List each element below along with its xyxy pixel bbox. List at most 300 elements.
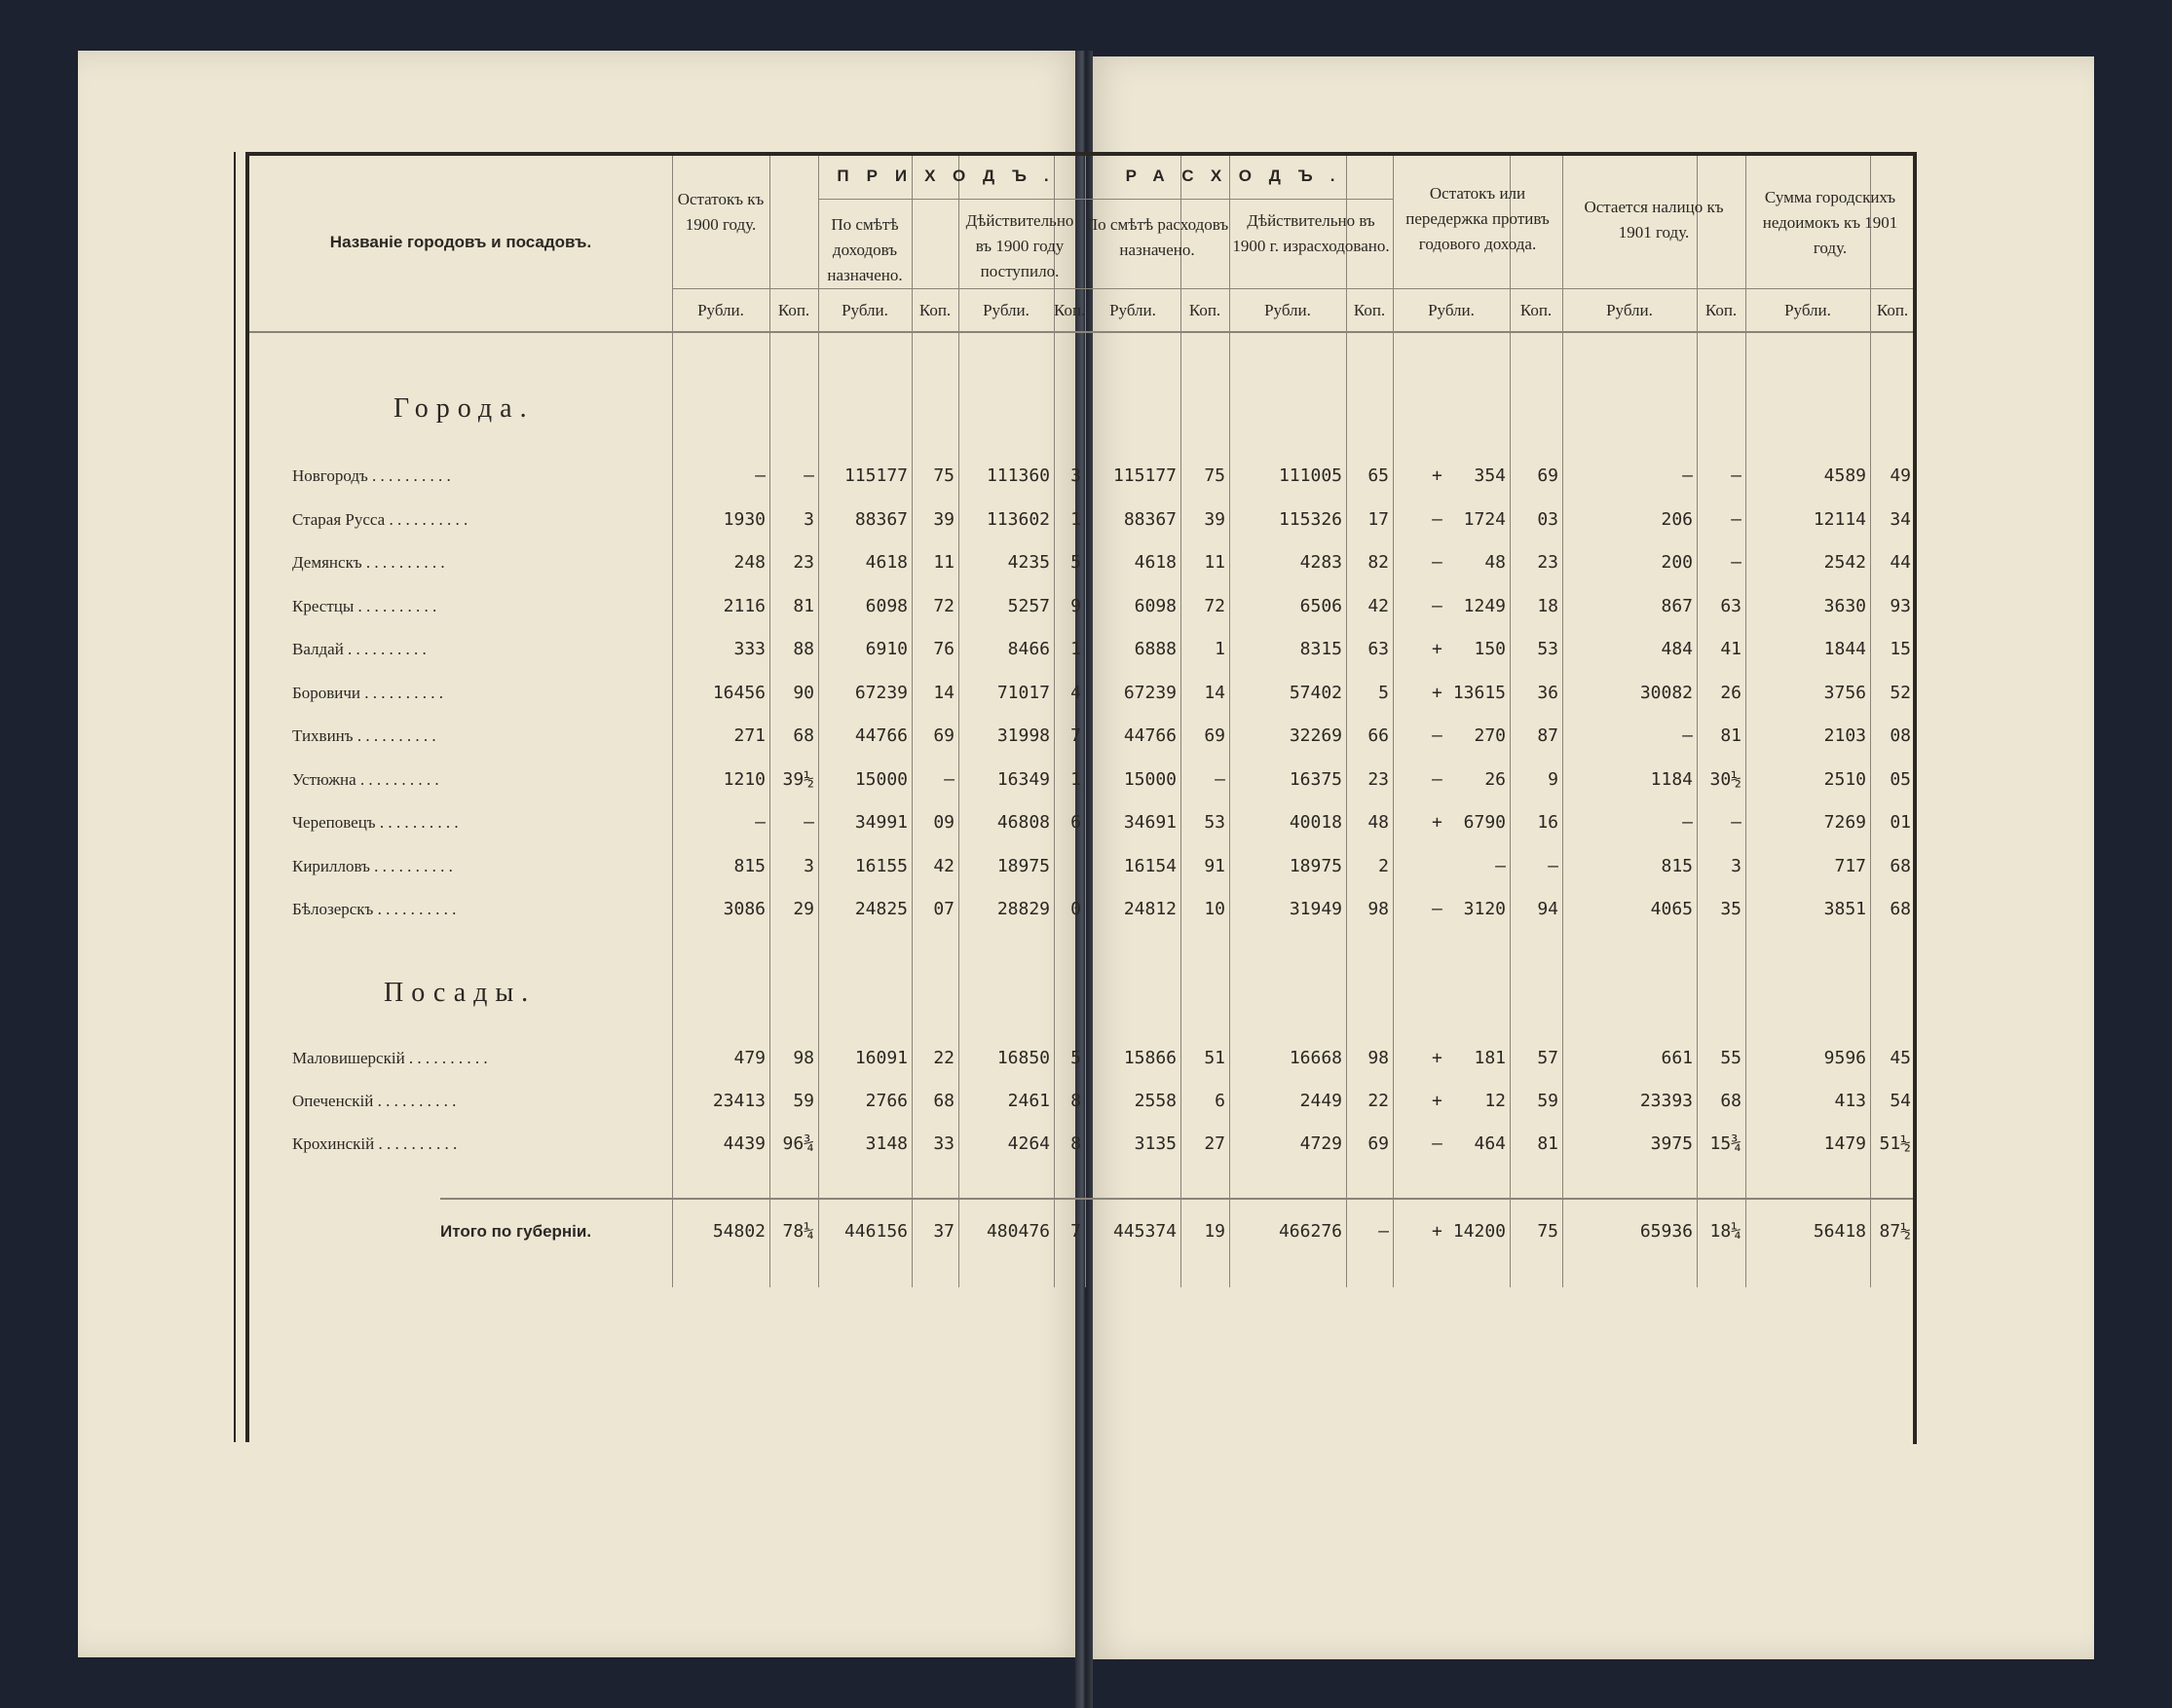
row-10-arr-r: 3851 <box>1823 899 1866 919</box>
posad-row-2-bal-r: 4439 <box>723 1133 766 1154</box>
row-4-o-r: 150 <box>1474 639 1506 659</box>
unit-ie_k: Коп. <box>918 301 952 319</box>
column-rule-12 <box>1562 156 1563 1287</box>
row-2-ia-r: 4235 <box>1007 552 1050 573</box>
row-4-arr-k: 15 <box>1890 639 1911 659</box>
row-8-bal-k: — <box>804 812 814 833</box>
row-3-ea-k: 42 <box>1367 595 1389 616</box>
row-2-ee-r: 4618 <box>1134 552 1177 573</box>
posad-row-0-ie-r: 16091 <box>854 1048 908 1068</box>
balance-1900-header: Остатокъ къ 1900 году. <box>677 190 765 234</box>
posad-row-1-o-k: 59 <box>1537 1091 1558 1111</box>
column-rule-0 <box>672 156 673 1287</box>
total-row-ee-r: 445374 <box>1112 1221 1177 1242</box>
row-10-arr-k: 68 <box>1890 899 1911 919</box>
row-10-o-r: 3120 <box>1463 899 1506 919</box>
row-4-name: Валдай . . . . . . . . . . <box>292 640 427 658</box>
posad-row-2-ia-r: 4264 <box>1007 1133 1050 1154</box>
row-8-o-r: 6790 <box>1463 812 1506 833</box>
row-0-arr-r: 4589 <box>1823 465 1866 486</box>
total-row-arr-r: 56418 <box>1813 1221 1866 1242</box>
row-1-ee-k: 39 <box>1204 508 1225 530</box>
row-8-bal-r: — <box>755 812 766 833</box>
row-8-ia-r: 46808 <box>996 812 1050 833</box>
posad-row-1-ea-r: 2449 <box>1299 1091 1342 1111</box>
total-row-ee-k: 19 <box>1204 1221 1225 1242</box>
unit-bal_r: Рубли. <box>697 301 744 319</box>
column-rule-3 <box>912 156 913 1287</box>
row-8-arr-r: 7269 <box>1823 812 1866 833</box>
row-0-o-k: 69 <box>1537 465 1558 486</box>
row-4-ee-k: 1 <box>1215 639 1225 659</box>
unit-rem_r: Рубли. <box>1606 301 1653 319</box>
row-3-arr-r: 3630 <box>1823 595 1866 616</box>
frame-left-rule-outer <box>234 152 236 1442</box>
posad-row-1-rem-r: 23393 <box>1639 1091 1693 1111</box>
unit-ie_r: Рубли. <box>842 301 888 319</box>
column-rule-4 <box>958 156 959 1287</box>
column-rule-11 <box>1510 156 1511 1287</box>
column-rule-2 <box>818 156 819 1287</box>
posad-row-0-rem-r: 661 <box>1661 1048 1693 1068</box>
section-title-posads: Посады. <box>384 978 537 1008</box>
income-group-header: ПРИХОДЪ. <box>837 167 1067 185</box>
row-7-o-k: 9 <box>1548 768 1558 790</box>
row-4-ia-k: 1 <box>1070 639 1081 659</box>
row-8-o-sign: + <box>1432 812 1442 833</box>
posad-row-0-ia-r: 16850 <box>996 1048 1050 1068</box>
row-2-ie-r: 4618 <box>865 552 908 573</box>
posad-row-2-o-r: 464 <box>1474 1133 1506 1154</box>
row-7-rem-r: 1184 <box>1650 768 1693 790</box>
remaining-1901-header: Остается налицо къ 1901 году. <box>1584 198 1724 241</box>
row-5-ea-r: 57402 <box>1289 682 1342 703</box>
row-4-bal-k: 88 <box>793 639 814 659</box>
posad-row-2-arr-k: 51½ <box>1879 1133 1911 1154</box>
row-5-bal-k: 90 <box>793 682 814 703</box>
row-0-rem-k: — <box>1731 465 1741 486</box>
row-10-bal-k: 29 <box>793 899 814 919</box>
row-5-bal-r: 16456 <box>712 682 766 703</box>
row-2-ie-k: 11 <box>933 552 955 573</box>
posad-row-2-ee-k: 27 <box>1204 1133 1225 1154</box>
row-1-o-sign: — <box>1432 508 1442 530</box>
row-10-name: Бѣлозерскъ . . . . . . . . . . <box>292 900 457 918</box>
row-1-bal-r: 1930 <box>723 508 766 530</box>
row-10-ia-r: 28829 <box>996 899 1050 919</box>
total-row-ie-r: 446156 <box>843 1221 908 1242</box>
row-2-ee-k: 11 <box>1204 552 1225 573</box>
row-8-ee-k: 53 <box>1204 812 1225 833</box>
row-9-ee-k: 91 <box>1204 855 1225 876</box>
unit-bal_k: Коп. <box>777 301 810 319</box>
row-1-name: Старая Русса . . . . . . . . . . <box>292 509 468 529</box>
total-row-ie-k: 37 <box>933 1221 955 1242</box>
row-8-ie-r: 34991 <box>854 812 908 833</box>
posad-row-2-name: Крохинскій . . . . . . . . . . <box>292 1134 458 1153</box>
row-3-arr-k: 93 <box>1890 595 1911 616</box>
row-10-ea-r: 31949 <box>1289 899 1342 919</box>
row-0-ie-r: 115177 <box>843 465 908 486</box>
posad-row-1-rem-k: 68 <box>1720 1091 1741 1111</box>
posad-row-0-o-k: 57 <box>1537 1048 1558 1068</box>
row-3-rem-r: 867 <box>1661 595 1693 616</box>
header-bottom-rule <box>249 331 1913 333</box>
posad-row-2-ia-k: 8 <box>1070 1133 1081 1154</box>
row-1-ia-r: 113602 <box>986 508 1050 530</box>
row-4-rem-r: 484 <box>1661 639 1693 659</box>
posad-row-2-rem-k: 15¾ <box>1709 1133 1741 1154</box>
posad-row-2-ea-k: 69 <box>1367 1133 1389 1154</box>
posad-row-1-name: Опеченскій . . . . . . . . . . <box>292 1092 457 1110</box>
row-6-ia-r: 31998 <box>996 725 1050 746</box>
row-7-name: Устюжна . . . . . . . . . . <box>292 769 439 789</box>
row-2-o-sign: — <box>1432 552 1442 573</box>
expense-actual-header: Дѣйствительно въ 1900 г. израсходовано. <box>1232 211 1390 255</box>
total-row-ia-r: 480476 <box>986 1221 1050 1242</box>
row-9-ea-r: 18975 <box>1289 855 1342 876</box>
row-4-ea-r: 8315 <box>1299 639 1342 659</box>
row-2-arr-r: 2542 <box>1823 552 1866 573</box>
posad-row-0-ee-k: 51 <box>1204 1048 1225 1068</box>
total-row-o-sign: + <box>1432 1221 1442 1242</box>
row-6-rem-r: — <box>1682 725 1693 746</box>
row-10-rem-k: 35 <box>1720 899 1741 919</box>
row-2-ea-r: 4283 <box>1299 552 1342 573</box>
posad-row-1-arr-k: 54 <box>1890 1091 1911 1111</box>
row-9-ia-r: 18975 <box>996 855 1050 876</box>
column-rule-14 <box>1745 156 1746 1287</box>
row-4-rem-k: 41 <box>1720 639 1741 659</box>
row-2-rem-r: 200 <box>1661 552 1693 573</box>
row-9-o-k: — <box>1548 855 1558 876</box>
income-actual-header: Дѣйствительно въ 1900 году поступило. <box>965 211 1074 280</box>
row-1-ee-r: 88367 <box>1123 508 1177 530</box>
row-8-arr-k: 01 <box>1890 812 1911 833</box>
row-0-ee-r: 115177 <box>1112 465 1177 486</box>
posad-row-0-ia-k: 5 <box>1070 1048 1081 1068</box>
row-0-bal-r: — <box>755 465 766 486</box>
posad-row-1-o-r: 12 <box>1484 1091 1506 1111</box>
row-4-ee-r: 6888 <box>1134 639 1177 659</box>
row-3-o-r: 1249 <box>1463 595 1506 616</box>
posad-row-1-ee-r: 2558 <box>1134 1091 1177 1111</box>
row-8-name: Череповецъ . . . . . . . . . . <box>292 813 459 832</box>
row-6-ie-k: 69 <box>933 725 955 746</box>
section-title-cities: Города. <box>393 393 535 424</box>
row-7-ia-k: 1 <box>1070 768 1081 790</box>
group-header-rule <box>818 199 1393 200</box>
row-1-bal-k: 3 <box>804 508 814 530</box>
row-3-bal-k: 81 <box>793 595 814 616</box>
unit-arr_r: Рубли. <box>1784 301 1831 319</box>
row-3-rem-k: 63 <box>1720 595 1741 616</box>
posad-row-1-ea-k: 22 <box>1367 1091 1389 1111</box>
row-3-ee-k: 72 <box>1204 595 1225 616</box>
row-10-ia-k: 0 <box>1070 899 1081 919</box>
row-1-o-k: 03 <box>1537 508 1558 530</box>
row-5-o-sign: + <box>1432 682 1442 703</box>
posad-row-2-o-k: 81 <box>1537 1133 1558 1154</box>
row-2-bal-k: 23 <box>793 552 814 573</box>
row-10-bal-r: 3086 <box>723 899 766 919</box>
row-7-o-r: 26 <box>1484 768 1506 790</box>
row-4-bal-r: 333 <box>733 639 766 659</box>
posad-row-1-o-sign: + <box>1432 1091 1442 1111</box>
row-3-name: Крестцы . . . . . . . . . . <box>292 596 437 615</box>
row-3-ea-r: 6506 <box>1299 595 1342 616</box>
row-3-ia-r: 5257 <box>1007 595 1050 616</box>
row-2-o-r: 48 <box>1484 552 1506 573</box>
row-3-o-k: 18 <box>1537 595 1558 616</box>
posad-row-0-bal-r: 479 <box>733 1048 766 1068</box>
posad-row-0-o-r: 181 <box>1474 1048 1506 1068</box>
row-4-arr-r: 1844 <box>1823 639 1866 659</box>
column-rule-1 <box>769 156 770 1287</box>
row-10-ee-r: 24812 <box>1123 899 1177 919</box>
row-3-ee-r: 6098 <box>1134 595 1177 616</box>
row-5-ia-r: 71017 <box>996 682 1050 703</box>
row-9-arr-r: 717 <box>1834 855 1866 876</box>
total-row-o-k: 75 <box>1537 1221 1558 1242</box>
posad-row-0-ee-r: 15866 <box>1123 1048 1177 1068</box>
row-9-ie-r: 16155 <box>854 855 908 876</box>
column-rule-13 <box>1697 156 1698 1287</box>
row-7-arr-k: 05 <box>1890 768 1911 790</box>
row-6-ea-k: 66 <box>1367 725 1389 746</box>
row-6-o-k: 87 <box>1537 725 1558 746</box>
row-9-bal-k: 3 <box>804 855 814 876</box>
row-4-o-k: 53 <box>1537 639 1558 659</box>
row-1-ea-r: 115326 <box>1278 508 1342 530</box>
row-0-ia-k: 3 <box>1070 465 1081 486</box>
row-7-ie-k: — <box>944 768 955 790</box>
column-rule-15 <box>1870 156 1871 1287</box>
row-8-ia-k: 6 <box>1070 812 1081 833</box>
row-9-arr-k: 68 <box>1890 855 1911 876</box>
total-row-ia-k: 7 <box>1070 1221 1081 1242</box>
row-6-ea-r: 32269 <box>1289 725 1342 746</box>
row-0-ee-k: 75 <box>1204 465 1225 486</box>
unit-ia_r: Рубли. <box>983 301 1030 319</box>
row-9-ie-k: 42 <box>933 855 955 876</box>
unit-ee_k: Коп. <box>1188 301 1221 319</box>
book-spine <box>1075 51 1093 1708</box>
posad-row-0-ea-k: 98 <box>1367 1048 1389 1068</box>
row-0-ea-r: 111005 <box>1278 465 1342 486</box>
row-9-ee-r: 16154 <box>1123 855 1177 876</box>
posad-row-1-ie-r: 2766 <box>865 1091 908 1111</box>
unit-ea_k: Коп. <box>1353 301 1386 319</box>
posad-row-2-o-sign: — <box>1432 1133 1442 1154</box>
row-6-o-sign: — <box>1432 725 1442 746</box>
total-row-ea-k: — <box>1378 1221 1389 1242</box>
row-1-o-r: 1724 <box>1463 508 1506 530</box>
row-6-ee-r: 44766 <box>1123 725 1177 746</box>
posad-row-2-rem-r: 3975 <box>1650 1133 1693 1154</box>
expense-group-header: РАСХОДЪ. <box>1125 167 1353 185</box>
unit-o_k: Коп. <box>1519 301 1553 319</box>
column-rule-6 <box>1085 156 1086 1287</box>
row-10-rem-r: 4065 <box>1650 899 1693 919</box>
total-row-name: Итого по губерніи. <box>440 1222 592 1241</box>
row-8-ee-r: 34691 <box>1123 812 1177 833</box>
row-1-ea-k: 17 <box>1367 508 1389 530</box>
posad-row-1-ia-k: 8 <box>1070 1091 1081 1111</box>
row-1-rem-k: — <box>1731 508 1741 530</box>
row-6-o-r: 270 <box>1474 725 1506 746</box>
row-9-name: Кирилловъ . . . . . . . . . . <box>292 856 453 875</box>
row-9-bal-r: 815 <box>733 855 766 876</box>
posad-row-1-ee-k: 6 <box>1215 1091 1225 1111</box>
posad-row-1-bal-r: 23413 <box>712 1091 766 1111</box>
row-7-ea-k: 23 <box>1367 768 1389 790</box>
total-row-ea-r: 466276 <box>1278 1221 1342 1242</box>
row-6-arr-r: 2103 <box>1823 725 1866 746</box>
total-row-rem-r: 65936 <box>1639 1221 1693 1242</box>
row-9-rem-k: 3 <box>1731 855 1741 876</box>
row-6-bal-r: 271 <box>733 725 766 746</box>
row-6-ee-k: 69 <box>1204 725 1225 746</box>
row-5-o-k: 36 <box>1537 682 1558 703</box>
row-5-arr-k: 52 <box>1890 682 1911 703</box>
posad-row-0-ie-k: 22 <box>933 1048 955 1068</box>
name-column-header: Названіе городовъ и посадовъ. <box>329 233 592 251</box>
row-4-ia-r: 8466 <box>1007 639 1050 659</box>
unit-o_r: Рубли. <box>1428 301 1475 319</box>
unit-ee_r: Рубли. <box>1109 301 1156 319</box>
row-5-ie-r: 67239 <box>854 682 908 703</box>
row-2-arr-k: 44 <box>1890 552 1911 573</box>
posad-row-1-ie-k: 68 <box>933 1091 955 1111</box>
row-5-ea-k: 5 <box>1378 682 1389 703</box>
row-9-ea-k: 2 <box>1378 855 1389 876</box>
row-0-ia-r: 111360 <box>986 465 1050 486</box>
row-5-rem-k: 26 <box>1720 682 1741 703</box>
row-5-ee-k: 14 <box>1204 682 1225 703</box>
column-rule-7 <box>1180 156 1181 1287</box>
row-7-rem-k: 30½ <box>1709 768 1741 790</box>
frame-left-rule <box>245 152 249 1442</box>
row-10-o-sign: — <box>1432 899 1442 919</box>
row-7-arr-r: 2510 <box>1823 768 1866 790</box>
row-10-ee-k: 10 <box>1204 899 1225 919</box>
row-5-name: Боровичи . . . . . . . . . . <box>292 683 444 702</box>
row-7-bal-r: 1210 <box>723 768 766 790</box>
row-8-ea-k: 48 <box>1367 812 1389 833</box>
row-0-arr-k: 49 <box>1890 465 1911 486</box>
posad-row-2-ie-k: 33 <box>933 1133 955 1154</box>
total-row-rem-k: 18¼ <box>1709 1221 1741 1242</box>
posad-row-1-ia-r: 2461 <box>1007 1091 1050 1111</box>
row-3-ia-k: 9 <box>1070 595 1081 616</box>
row-2-ea-k: 82 <box>1367 552 1389 573</box>
row-7-ie-r: 15000 <box>854 768 908 790</box>
row-2-ia-k: 5 <box>1070 552 1081 573</box>
total-row-bal-k: 78¼ <box>782 1221 814 1242</box>
row-5-ia-k: 4 <box>1070 682 1081 703</box>
unit-row-rule <box>672 288 1913 289</box>
row-4-ie-r: 6910 <box>865 639 908 659</box>
row-7-ee-k: — <box>1215 768 1225 790</box>
row-2-o-k: 23 <box>1537 552 1558 573</box>
posad-row-0-arr-r: 9596 <box>1823 1048 1866 1068</box>
row-3-bal-r: 2116 <box>723 595 766 616</box>
posad-row-0-bal-k: 98 <box>793 1048 814 1068</box>
total-rule <box>440 1198 1913 1200</box>
row-1-ie-r: 88367 <box>854 508 908 530</box>
posad-row-1-bal-k: 59 <box>793 1091 814 1111</box>
row-3-o-sign: — <box>1432 595 1442 616</box>
row-10-o-k: 94 <box>1537 899 1558 919</box>
row-9-o-r: — <box>1495 855 1506 876</box>
row-6-name: Тихвинъ . . . . . . . . . . <box>292 726 436 745</box>
row-6-arr-k: 08 <box>1890 725 1911 746</box>
row-0-bal-k: — <box>804 465 814 486</box>
row-0-o-r: 354 <box>1474 465 1506 486</box>
row-0-o-sign: + <box>1432 465 1442 486</box>
total-row-o-r: 14200 <box>1452 1221 1506 1242</box>
row-8-rem-r: — <box>1682 812 1693 833</box>
row-1-ie-k: 39 <box>933 508 955 530</box>
row-7-ea-r: 16375 <box>1289 768 1342 790</box>
row-6-ie-r: 44766 <box>854 725 908 746</box>
row-4-o-sign: + <box>1432 639 1442 659</box>
row-0-rem-r: — <box>1682 465 1693 486</box>
row-7-ia-r: 16349 <box>996 768 1050 790</box>
row-5-ie-k: 14 <box>933 682 955 703</box>
unit-arr_k: Коп. <box>1876 301 1909 319</box>
row-1-arr-r: 12114 <box>1813 508 1866 530</box>
row-0-name: Новгородъ . . . . . . . . . . <box>292 466 451 485</box>
posad-row-2-ie-r: 3148 <box>865 1133 908 1154</box>
frame-top-rule <box>245 152 1917 156</box>
left-page <box>78 51 1085 1657</box>
row-1-arr-k: 34 <box>1890 508 1911 530</box>
total-row-bal-r: 54802 <box>712 1221 766 1242</box>
total-row-arr-k: 87½ <box>1879 1221 1911 1242</box>
expense-estimate-header: По смѣтѣ расходовъ назначено. <box>1085 215 1229 259</box>
column-rule-8 <box>1229 156 1230 1287</box>
row-10-ie-r: 24825 <box>854 899 908 919</box>
posad-row-0-name: Маловишерскій . . . . . . . . . . <box>292 1049 488 1067</box>
row-10-ea-k: 98 <box>1367 899 1389 919</box>
posad-row-2-ea-r: 4729 <box>1299 1133 1342 1154</box>
posad-row-1-arr-r: 413 <box>1834 1091 1866 1111</box>
unit-ia_k: Коп. <box>1054 301 1086 319</box>
column-rule-5 <box>1054 156 1055 1287</box>
row-0-ea-k: 65 <box>1367 465 1389 486</box>
row-4-ea-k: 63 <box>1367 639 1389 659</box>
row-5-ee-r: 67239 <box>1123 682 1177 703</box>
row-8-ie-k: 09 <box>933 812 955 833</box>
row-6-bal-k: 68 <box>793 725 814 746</box>
posad-row-2-ee-r: 3135 <box>1134 1133 1177 1154</box>
posad-row-0-arr-k: 45 <box>1890 1048 1911 1068</box>
row-6-ia-k: 7 <box>1070 725 1081 746</box>
balance-over-header: Остатокъ или передержка противъ годового дохода. <box>1405 184 1550 253</box>
row-8-rem-k: — <box>1731 812 1741 833</box>
frame-right-rule <box>1913 154 1917 1444</box>
row-3-ie-r: 6098 <box>865 595 908 616</box>
unit-rem_k: Коп. <box>1704 301 1738 319</box>
row-10-ie-k: 07 <box>933 899 955 919</box>
income-estimate-header: По смѣтѣ доходовъ назначено. <box>827 215 903 284</box>
column-rule-9 <box>1346 156 1347 1287</box>
posad-row-0-ea-r: 16668 <box>1289 1048 1342 1068</box>
row-1-ia-k: 1 <box>1070 508 1081 530</box>
posad-row-0-o-sign: + <box>1432 1048 1442 1068</box>
